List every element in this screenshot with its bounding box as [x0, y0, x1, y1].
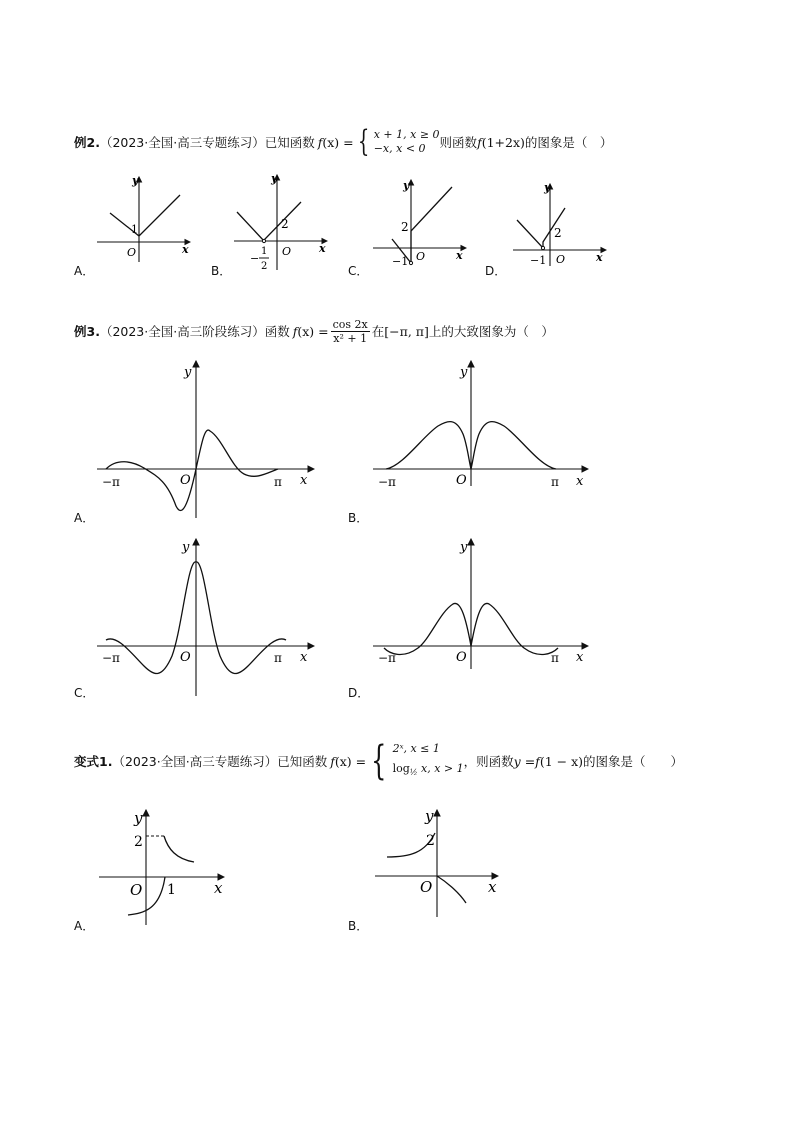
tick-label: −: [250, 252, 260, 265]
v1-graph-a[interactable]: [94, 805, 234, 930]
y-label: y: [403, 179, 410, 192]
option-d-label[interactable]: D．: [485, 264, 507, 278]
tick-label: π: [274, 475, 282, 489]
option-b-label[interactable]: B．: [348, 919, 369, 933]
tick-label: 2: [554, 226, 562, 240]
y-label: y: [271, 172, 278, 185]
x-label: x: [576, 474, 584, 489]
question-3-stem: 例3 . （2023·全国·高三阶段练习） 函数 f (x) = $\frac{\cos 2x}{\text{x² + 1}}$ 在 [−π, π] 上的大致图象为（ ）: [74, 317, 554, 345]
tick-label: 2: [401, 220, 409, 234]
tick-label: −π: [378, 475, 396, 489]
x-label: x: [182, 243, 189, 256]
tick-label: −1: [392, 255, 409, 268]
question-label: 例3: [74, 324, 96, 339]
function-curve: [437, 876, 466, 903]
x-label: x: [214, 879, 223, 897]
variant-1-stem: 变式1 . （2023·全国·高三专题练习） 已知函数 f (x) = { 2ˣ, x ≤ 1 $\log_{\frac{1}{2}} x$, x > 1 ，则函数 y = f (1 − x) 的图象是（ ）: [74, 738, 684, 784]
option-b-label[interactable]: B．: [211, 264, 232, 278]
tick-label: 1: [131, 223, 138, 236]
tick-label: π: [551, 651, 559, 665]
piecewise-definition: { x + 1, x ≥ 0 −x, x < 0: [357, 124, 440, 159]
q2-graph-a[interactable]: [92, 170, 197, 265]
option-a-label[interactable]: A．: [74, 264, 95, 278]
question-source: （2023·全国·高三专题练习）: [99, 135, 265, 150]
question-label: 变式1: [74, 754, 108, 769]
origin-label: O: [416, 250, 426, 263]
function-curve: [164, 836, 194, 862]
x-label: x: [596, 251, 603, 264]
fraction: $\frac{\cos 2x}{\text{x² + 1}}$: [332, 317, 368, 345]
tick-label: 1: [167, 882, 176, 898]
q3-graph-b[interactable]: [368, 356, 598, 491]
tick-label: −1: [530, 254, 547, 267]
origin-label: O: [456, 650, 467, 665]
origin-label: O: [556, 253, 566, 266]
tick-label: π: [274, 651, 282, 665]
tick-label: −π: [102, 475, 120, 489]
option-c-label[interactable]: C．: [74, 686, 95, 700]
y-label: y: [132, 174, 139, 187]
q3-graph-d[interactable]: [368, 534, 598, 674]
origin-label: O: [180, 473, 191, 488]
option-d-label[interactable]: D．: [348, 686, 370, 700]
origin-label: O: [420, 878, 433, 896]
origin-label: O: [456, 473, 467, 488]
y-label: y: [460, 540, 468, 555]
x-label: x: [300, 473, 308, 488]
origin-label: O: [127, 246, 137, 259]
question-source: （2023·全国·高三阶段练习）: [99, 324, 265, 339]
x-label: x: [300, 650, 308, 665]
q3-graph-a[interactable]: [92, 356, 322, 521]
y-label: y: [425, 807, 434, 825]
tick-label: 2: [134, 834, 143, 850]
y-label: y: [134, 809, 143, 827]
function-curve: [106, 430, 278, 510]
question-source: （2023·全国·高三专题练习）: [112, 754, 278, 769]
tick-label: −π: [378, 651, 396, 665]
q2-graph-c[interactable]: [368, 173, 473, 268]
x-label: x: [488, 878, 497, 896]
piecewise-definition: { 2ˣ, x ≤ 1 $\log_{\frac{1}{2}} x$, x > 1: [371, 738, 464, 784]
v1-graph-b[interactable]: [370, 805, 510, 920]
q2-graph-d[interactable]: [508, 180, 613, 270]
y-label: y: [460, 365, 468, 380]
y-label: y: [544, 181, 551, 194]
tick-label: π: [551, 475, 559, 489]
y-label: y: [182, 540, 190, 555]
tick-label: 2: [426, 833, 435, 849]
x-label: x: [456, 249, 463, 262]
q3-graph-c[interactable]: [92, 534, 322, 699]
origin-label: O: [130, 881, 143, 899]
q2-graph-b[interactable]: [229, 170, 334, 275]
function-curve: [110, 195, 180, 236]
x-label: x: [576, 650, 584, 665]
tick-label: 2: [281, 217, 289, 231]
origin-label: O: [180, 650, 191, 665]
function-curve: [237, 202, 301, 241]
x-label: x: [319, 242, 326, 255]
tick-label: −π: [102, 651, 120, 665]
option-a-label[interactable]: A．: [74, 511, 95, 525]
option-c-label[interactable]: C．: [348, 264, 369, 278]
origin-label: O: [282, 245, 292, 258]
tick-label: 1: [261, 246, 268, 257]
question-label: 例2: [74, 135, 96, 150]
option-b-label[interactable]: B．: [348, 511, 369, 525]
y-label: y: [184, 365, 192, 380]
question-2-stem: 例2 . （2023·全国·高三专题练习） 已知函数 f (x) = { x + 1, x ≥ 0 −x, x < 0 则函数 f (1+2x) 的图象是（ ）: [74, 124, 613, 159]
tick-label: 2: [261, 261, 268, 272]
option-a-label[interactable]: A．: [74, 919, 95, 933]
